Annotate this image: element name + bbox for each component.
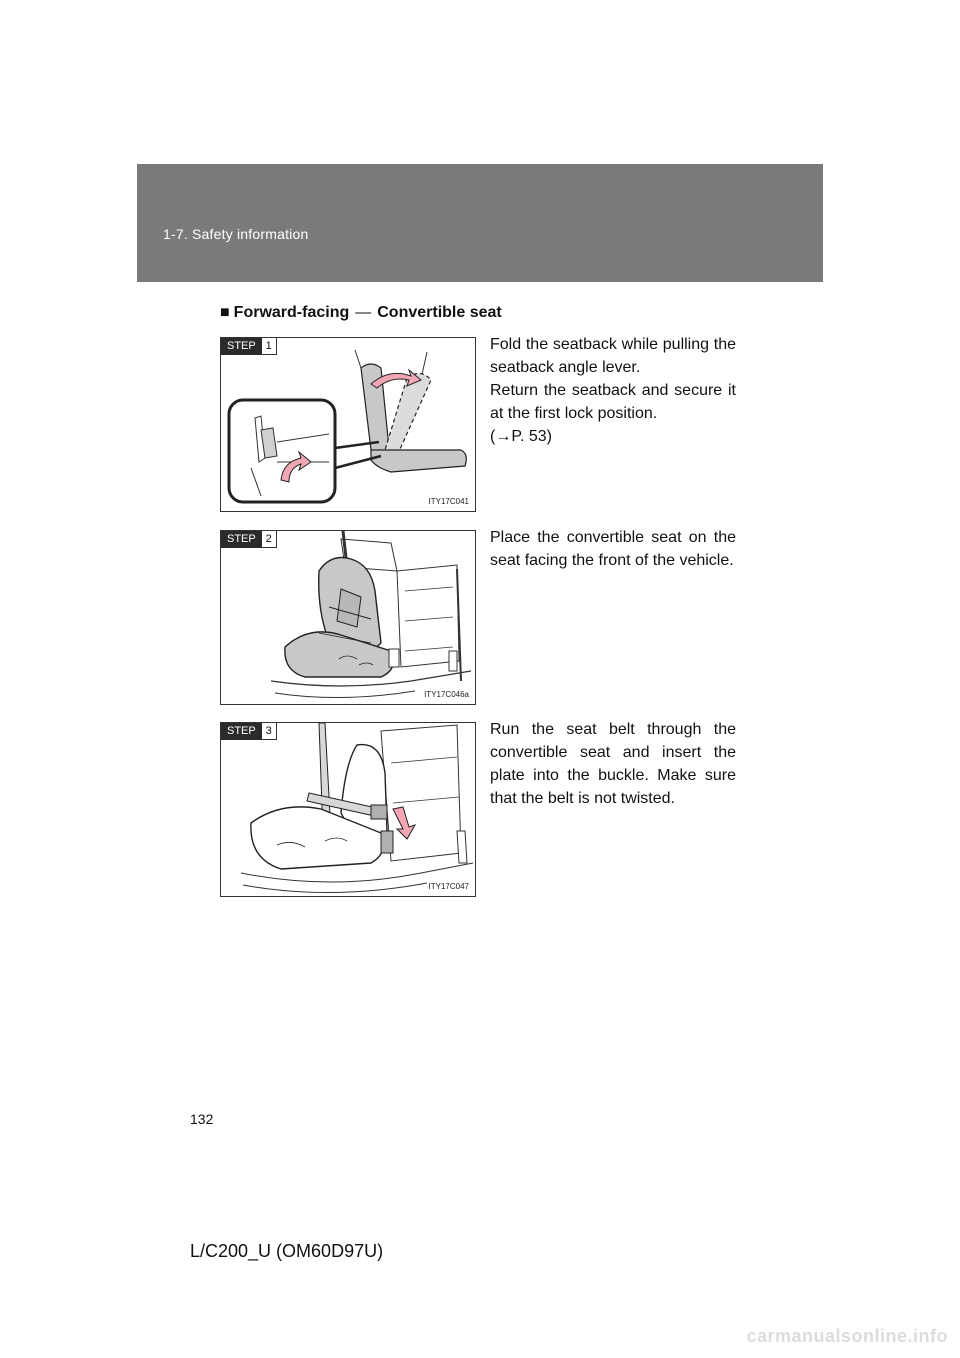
page-number: 132 (190, 1111, 214, 1127)
step1-instructions (490, 333, 736, 448)
step3-figure (220, 722, 476, 897)
document-code: L/C200_U (OM60D97U) (190, 1241, 384, 1261)
subheading-dash: — (355, 304, 372, 321)
step3-instructions (490, 718, 736, 810)
step2-figure-code: ITY17C046a (424, 690, 469, 699)
step1-figure-code: ITY17C041 (428, 497, 469, 506)
step2-badge-number: 2 (262, 531, 277, 548)
step3-line: Run the seat belt through the convertible seat and insert the plate into the buckle. Make sure that the belt is not twisted. (490, 721, 736, 807)
step2-line: Place the convertible seat on the seat facing the front of the vehicle. (490, 529, 736, 569)
step1-line: (→P. 53) (490, 428, 552, 445)
step1-badge-word: STEP (221, 338, 262, 355)
subheading-part1: Forward-facing (233, 304, 350, 321)
step1-badge (221, 338, 277, 355)
step2-figure (220, 530, 476, 705)
step2-instructions (490, 526, 736, 572)
step1-badge-number: 1 (262, 338, 277, 355)
step3-figure-code: ITY17C047 (428, 882, 469, 891)
subheading (220, 304, 502, 322)
convertible-seat-placement-illustration (221, 531, 475, 704)
subheading-bullet: ■ (220, 304, 230, 321)
step3-badge-number: 3 (262, 723, 277, 740)
step1-line: Return the seatback and secure it at the first lock position. (490, 382, 736, 422)
step3-badge (221, 723, 277, 740)
step2-badge (221, 531, 277, 548)
header-band (137, 164, 823, 282)
subheading-part2: Convertible seat (377, 304, 502, 321)
step1-line: Fold the seatback while pulling the seatback angle lever. (490, 336, 736, 376)
step1-figure (220, 337, 476, 512)
watermark: carmanualsonline.info (746, 1326, 948, 1346)
seatback-fold-illustration (221, 338, 475, 511)
step3-badge-word: STEP (221, 723, 262, 740)
step2-badge-word: STEP (221, 531, 262, 548)
seat-belt-routing-illustration (221, 723, 475, 896)
section-title: 1-7. Safety information (163, 226, 309, 242)
